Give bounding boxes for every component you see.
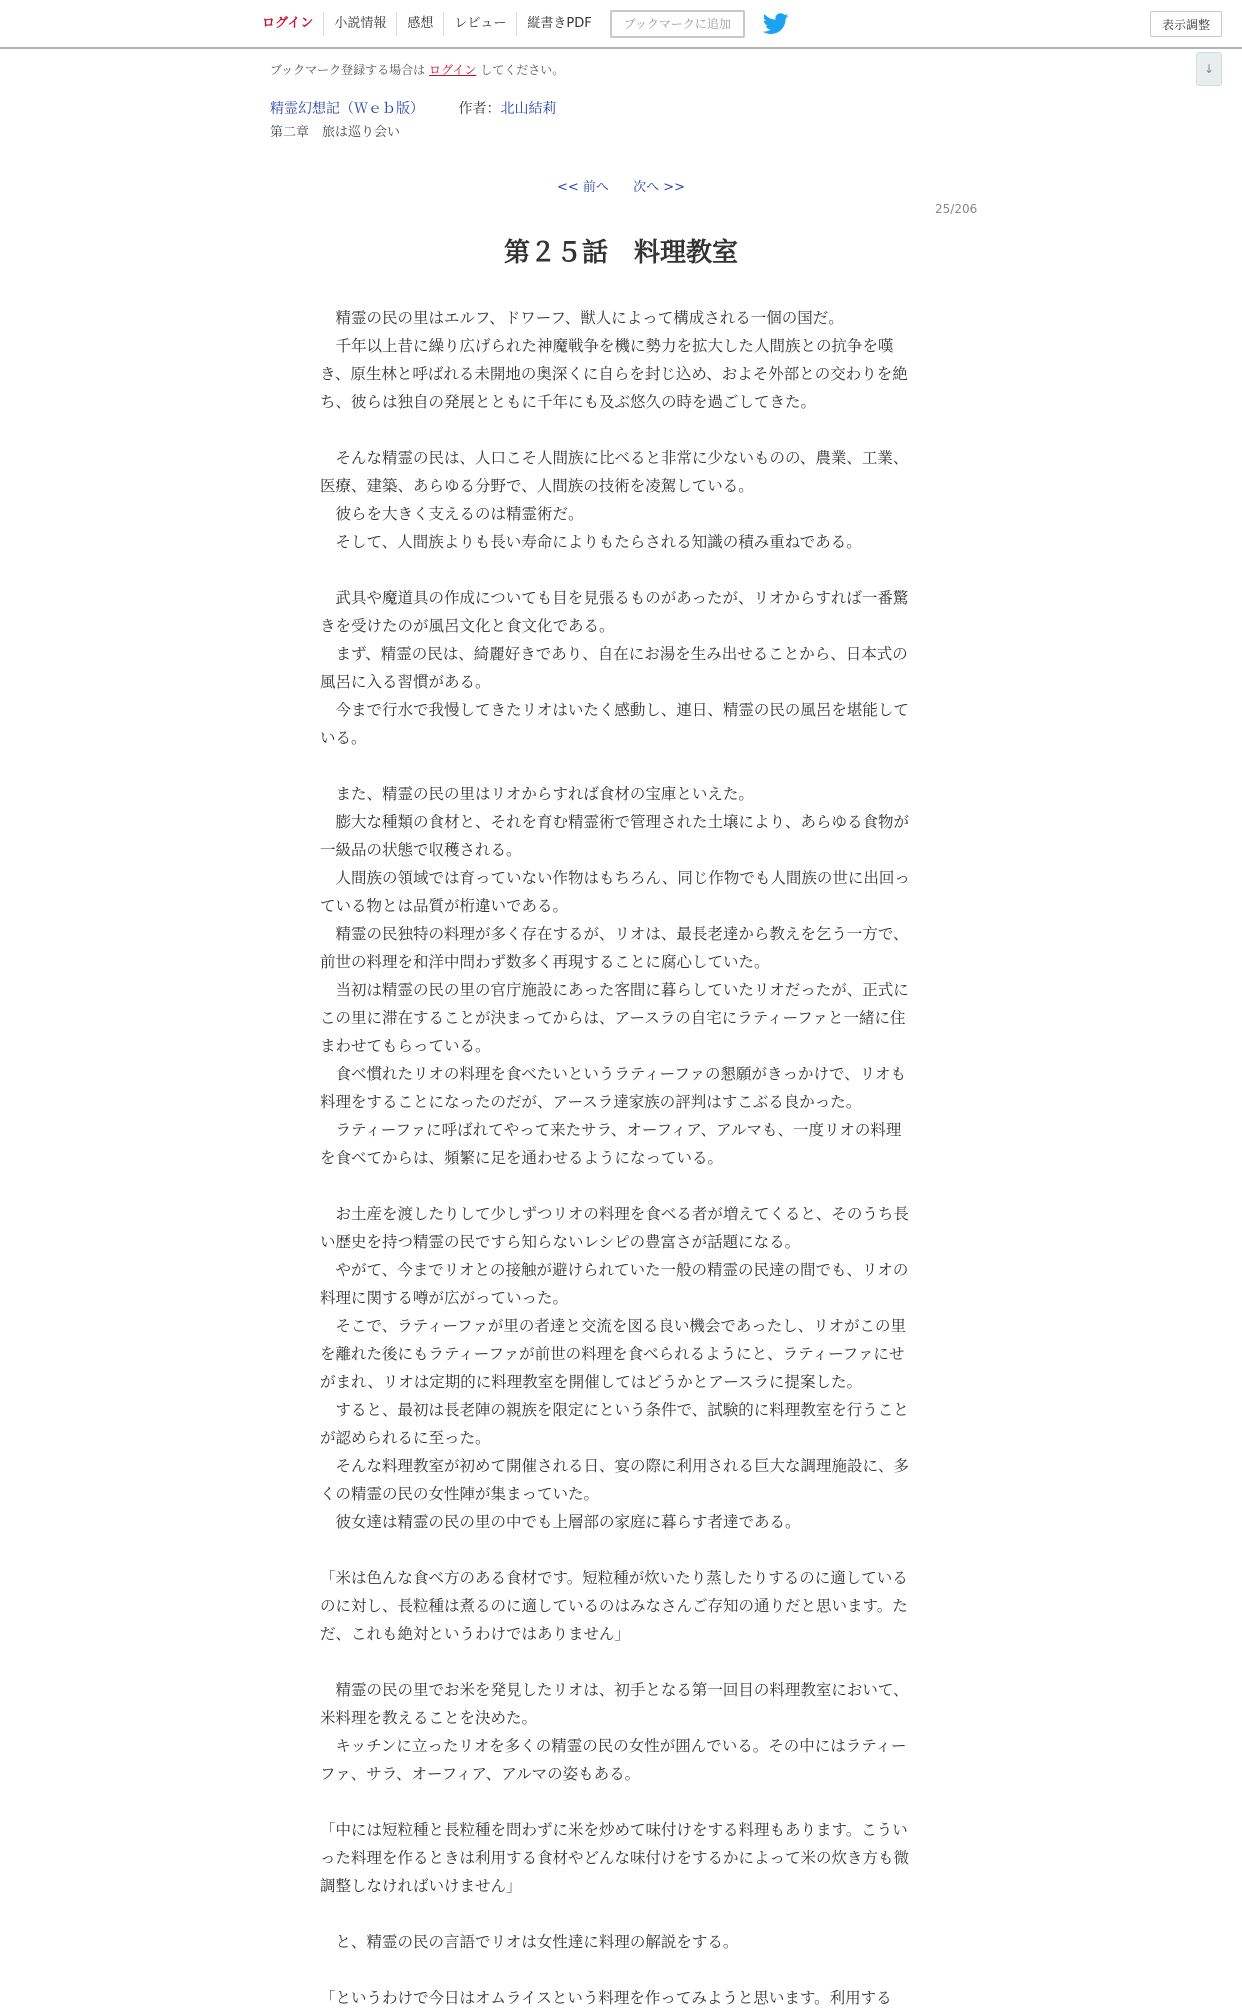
author-label: 作者： (458, 101, 501, 117)
body-paragraph: 「米は色んな食べ方のある食材です。短粒種が炊いたり蒸したりするのに適しているのに対し、長粒種は煮るのに適しているのはみなさんご存知の通りだと思います。ただ、これも絶対というわけではありません」 (320, 1569, 908, 1643)
episode-pager (0, 176, 1242, 195)
body-paragraph: 食べ慣れたリオの料理を食べたいというラティーファの懇願がきっかけで、リオも料理をすることになったのだが、アースラ達家族の評判はすこぶる良かった。 (320, 1065, 907, 1111)
nav-impressions-link[interactable]: 感想 (397, 12, 444, 36)
body-paragraph (320, 1956, 915, 1984)
next-episode-link[interactable]: 次へ >> (633, 180, 685, 195)
body-paragraph (320, 1172, 915, 1200)
body-paragraph: また、精霊の民の里はリオからすれば食材の宝庫といえた。 (320, 785, 754, 803)
top-navigation-bar (0, 0, 1242, 49)
nav-vertical-pdf-link[interactable]: 縦書きPDF (527, 16, 592, 31)
body-paragraph: 今まで行水で我慢してきたリオはいたく感動し、連日、精霊の民の風呂を堪能している。 (320, 701, 909, 747)
add-bookmark-button[interactable]: ブックマークに追加 (610, 10, 745, 38)
nav-login-link[interactable]: ログイン (252, 12, 324, 36)
body-paragraph: 精霊の民独特の料理が多く存在するが、リオは、最長老達から教えを乞う一方で、前世の料理を和洋中問わず数多く再現することに腐心していた。 (320, 925, 909, 971)
body-paragraph: 精霊の民の里でお米を発見したリオは、初手となる第一回目の料理教室において、米料理を教えることを決めた。 (320, 1681, 909, 1727)
nav-review-link[interactable]: レビュー (444, 12, 517, 36)
bookmark-note-prefix: ブックマーク登録する場合は (270, 63, 426, 77)
body-paragraph: 「中には短粒種と長粒種を問わずに米を炒めて味付けをする料理もあります。こういった料理を作るときは利用する食材やどんな味付けをするかによって米の炊き方も微調整しなければいけません」 (320, 1821, 910, 1895)
bookmark-note-suffix: してください。 (480, 63, 565, 77)
series-info (270, 98, 556, 118)
body-paragraph (320, 416, 915, 444)
novel-body-text (320, 304, 915, 2012)
body-paragraph: そこで、ラティーファが里の者達と交流を図る良い機会であったし、リオがこの里を離れた後にもラティーファが前世の料理を食べられるようにと、ラティーファにせがまれ、リオは定期的に料理教室を開催してはどうかとアースラに提案した。 (320, 1317, 907, 1391)
body-paragraph: そして、人間族よりも長い寿命によりもたらされる知識の積み重ねである。 (320, 533, 862, 551)
body-paragraph (320, 1536, 915, 1564)
series-title-link[interactable]: 精霊幻想記（Ｗｅｂ版） (270, 101, 424, 117)
twitter-bird-icon[interactable] (763, 13, 789, 35)
prev-episode-link[interactable]: << 前へ (557, 180, 609, 195)
body-paragraph: 当初は精霊の民の里の官庁施設にあった客間に暮らしていたリオだったが、正式にこの里に滞在することが決まってからは、アースラの自宅にラティーファと一緒に住まわせてもらっている。 (320, 981, 909, 1055)
body-paragraph: まず、精霊の民は、綺麗好きであり、自在にお湯を生み出せることから、日本式の風呂に入る習慣がある。 (320, 645, 908, 691)
scroll-down-button[interactable]: ↓ (1196, 52, 1222, 86)
body-paragraph: 「というわけで今日はオムライスという料理を作ってみようと思います。利用する (320, 1989, 892, 2007)
body-paragraph (320, 752, 915, 780)
body-paragraph: すると、最初は長老陣の親族を限定にという条件で、試験的に料理教室を行うことが認められるに至った。 (320, 1401, 909, 1447)
body-paragraph (320, 1648, 915, 1676)
episode-count: 25/206 (935, 202, 978, 216)
episode-title: 第２５話 料理教室 (503, 238, 738, 268)
body-paragraph: 武具や魔道具の作成についても目を見張るものがあったが、リオからすれば一番驚きを受けたのが風呂文化と食文化である。 (320, 589, 909, 635)
body-paragraph: と、精霊の民の言語でリオは女性達に料理の解説をする。 (320, 1933, 739, 1951)
body-paragraph: そんな料理教室が初めて開催される日、宴の際に利用される巨大な調理施設に、多くの精霊の民の女性陣が集まっていた。 (320, 1457, 910, 1503)
author-link[interactable]: 北山結莉 (500, 101, 557, 117)
body-paragraph: 膨大な種類の食材と、それを育む精霊術で管理された土壌により、あらゆる食物が一級品の状態で収穫される。 (320, 813, 910, 859)
body-paragraph: 精霊の民の里はエルフ、ドワーフ、獣人によって構成される一個の国だ。 (320, 309, 844, 327)
bookmark-note-login-link[interactable]: ログイン (429, 63, 477, 77)
body-paragraph (320, 556, 915, 584)
body-paragraph: やがて、今までリオとの接触が避けられていた一般の精霊の民達の間でも、リオの料理に関する噂が広がっていった。 (320, 1261, 909, 1307)
body-paragraph (320, 1900, 915, 1928)
body-paragraph: 彼女達は精霊の民の里の中でも上層部の家庭に暮らす者達である。 (320, 1513, 801, 1531)
body-paragraph: キッチンに立ったリオを多くの精霊の民の女性が囲んでいる。その中にはラティーファ、サラ、オーフィア、アルマの姿もある。 (320, 1737, 907, 1783)
body-paragraph: そんな精霊の民は、人口こそ人間族に比べると非常に少ないものの、農業、工業、医療、建築、あらゆる分野で、人間族の技術を凌駕している。 (320, 449, 909, 495)
display-settings-button[interactable]: 表示調整 (1150, 11, 1222, 37)
main-nav (252, 12, 789, 36)
body-paragraph: 人間族の領域では育っていない作物はもちろん、同じ作物でも人間族の世に出回っている物とは品質が桁違いである。 (320, 869, 910, 915)
nav-novel-info-link[interactable]: 小説情報 (324, 12, 397, 36)
bookmark-login-note (270, 61, 564, 78)
body-paragraph: ラティーファに呼ばれてやって来たサラ、オーフィア、アルマも、一度リオの料理を食べてからは、頻繁に足を通わせるようになっている。 (320, 1121, 902, 1167)
body-paragraph: お土産を渡したりして少しずつリオの料理を食べる者が増えてくると、そのうち長い歴史を持つ精霊の民ですら知らないレシピの豊富さが話題になる。 (320, 1205, 909, 1251)
body-paragraph (320, 1788, 915, 1816)
body-paragraph: 彼らを大きく支えるのは精霊術だ。 (320, 505, 584, 523)
chapter-title: 第二章 旅は巡り会い (270, 125, 401, 140)
body-paragraph: 千年以上昔に繰り広げられた神魔戦争を機に勢力を拡大した人間族との抗争を嘆き、原生林と呼ばれる未開地の奥深くに自らを封じ込め、およそ外部との交わりを絶ち、彼らは独自の発展とともに千年にも及ぶ悠久の時を過ごしてきた。 (320, 337, 908, 411)
